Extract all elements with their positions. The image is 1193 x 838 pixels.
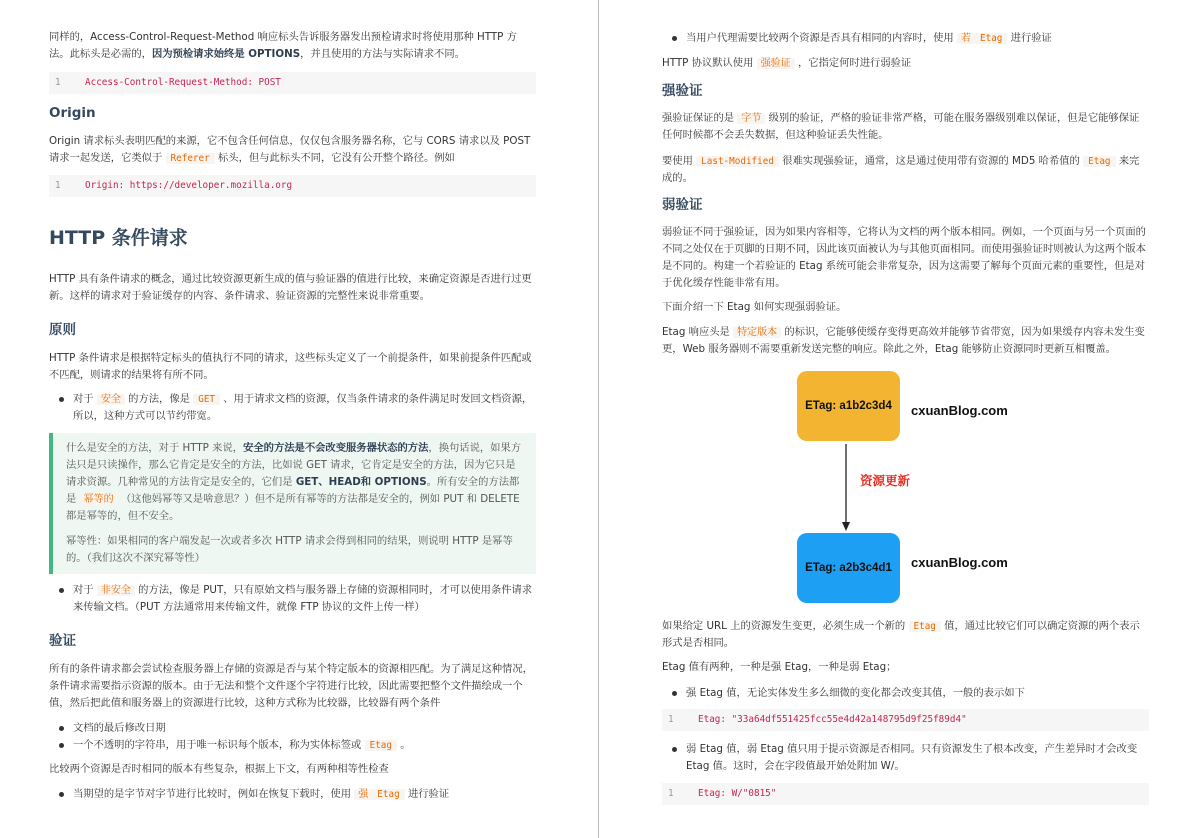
list-item: 当用户代理需要比较两个资源是否具有相同的内容时，使用 若 Etag 进行验证: [662, 30, 1149, 47]
tip-block: [49, 433, 536, 574]
code-text: Etag: "33a64df551425fcc55e4d42a148795d9f25f89d4": [698, 714, 967, 725]
next-paragraph: 下面介绍一下 Etag 如何实现强弱验证。: [662, 301, 847, 313]
code-text: Access-Control-Request-Method: POST: [85, 77, 281, 88]
tip-paragraph: 什么是安全的方法，对于 HTTP 来说，安全的方法是不会改变服务器状态的方法，换句话说，如果方法只是只读操作，那么它肯定是安全的方法，比如说 GET 请求，它肯定是安全的方法，因为它只是请求资源。几种常见的方法肯定是安全的，它们是 GET、HEAD和 OPTIONS。所有安全的方法都是 幂等的 （这他妈幂等又是啥意思？）但不是所有幂等的方法都是安全的，例如 PUT 和 DELETE 都是幂等的，但不安全。: [66, 442, 522, 522]
strong-paragraph: 强验证保证的是 字节 级别的验证，严格的验证非常严格，可能在服务器级别难以保证，但是它能够保证任何时候都不会丢失数据，但这种验证丢失性能。: [662, 112, 1140, 141]
code-block: [49, 72, 536, 94]
weak-etag-list: [662, 741, 1149, 775]
url-paragraph: 如果给定 URL 上的资源发生变更，必须生成一个新的 Etag 值，通过比较它们可以确定资源的两个表示形式是否相同。: [662, 620, 1140, 649]
principle-paragraph: HTTP 条件请求是根据特定标头的值执行不同的请求，这些标头定义了一个前提条件，如果前提条件匹配或不匹配，则请求的结果将有所不同。: [49, 352, 532, 381]
conditional-paragraph: HTTP 具有条件请求的概念，通过比较资源更新生成的值与验证器的值进行比较，来确定资源是否进行过更新。这样的请求对于验证缓存的内容、条件请求、验证资源的完整性来说非常重要。: [49, 273, 532, 302]
code-block: [662, 783, 1149, 805]
strong-etag-list: [662, 685, 1149, 702]
line-number: 1: [668, 714, 674, 725]
etag-new-label: ETag: a2b3c4d1: [805, 562, 892, 574]
line-number: 1: [55, 180, 61, 191]
arrow-label: 资源更新: [860, 473, 911, 488]
line-number: 1: [55, 77, 61, 88]
origin-paragraph: Origin 请求标头表明匹配的来源，它不包含任何信息，仅仅包含服务器名称，它与 CORS 请求以及 POST 请求一起发送，它类似于 Referer 标头，但与此标头不同，它没有公开整个路径。例如: [49, 135, 531, 164]
list-item: 对于 安全 的方法，像是 GET 、用于请求文档的资源，仅当条件请求的条件满足时发回文档资源，所以，这种方式可以节约带宽。: [49, 391, 536, 425]
list-item: 一个不透明的字符串，用于唯一标识每个版本，称为实体标签或 Etag 。: [49, 737, 536, 754]
heading-weak-validation: 弱验证: [662, 197, 703, 213]
site-label-bottom: cxuanBlog.com: [911, 555, 1008, 570]
list-item: 弱 Etag 值，弱 Etag 值只用于提示资源是否相同。只有资源发生了根本改变，产生差异时才会改变 Etag 值。这时，会在字段值最开始处附加 W/。: [662, 741, 1149, 775]
safe-method-list: [49, 391, 536, 425]
etag-paragraph: Etag 响应头是 特定版本 的标识，它能够使缓存变得更高效并能够节省带宽，因为如果缓存内容未发生变更，Web 服务器则不需要重新发送完整的响应。除此之外，Etag 能够防止资源同时更新互相覆盖。: [662, 326, 1145, 355]
heading-origin: Origin: [49, 105, 96, 121]
arrow-head: [842, 522, 850, 531]
last-modified-paragraph: 要使用 Last-Modified 很难实现强验证，通常，这是通过使用带有资源的 MD5 哈希值的 Etag 来完成的。: [662, 155, 1140, 184]
weak-paragraph: 弱验证不同于强验证，因为如果内容相等，它将认为文档的两个版本相同。例如，一个页面与另一个页面的不同之处仅在于页脚的日期不同，因此该页面被认为与其他页面相同。而使用强验证时则被认为这两个版本是不同的。构建一个若验证的 Etag 系统可能会非常复杂，因为这需要了解每个页面元素的重要性，但是对于优化缓存性能非常有用。: [662, 226, 1146, 289]
tip-idempotent-paragraph: 幂等性：如果相同的客户端发起一次或者多次 HTTP 请求会得到相同的结果，则说明 HTTP 是幂等的。（我们这次不深究幂等性）: [66, 535, 513, 564]
code-text: Etag: W/"0815": [698, 788, 777, 799]
etag-old-label: ETag: a1b2c3d4: [805, 400, 892, 412]
heading-principle: 原则: [49, 322, 76, 338]
list-item: 对于 非安全 的方法，像是 PUT，只有原始文档与服务器上存储的资源相同时，才可以使用条件请求来传输文档。（PUT 方法通常用来传输文件，就像 FTP 协议的文件上传一样）: [49, 582, 536, 616]
two-types-paragraph: Etag 值有两种，一种是强 Etag，一种是弱 Etag；: [662, 661, 897, 673]
intro-paragraph: 同样的，Access-Control-Request-Method 响应标头告诉服务器发出预检请求时将使用那种 HTTP 方法。此标头是必需的，因为预检请求始终是 OPTIONS，并且使用的方法与实际请求不同。: [49, 31, 517, 60]
weak-compare-list: [662, 30, 1149, 47]
site-label-top: cxuanBlog.com: [911, 403, 1008, 418]
code-block: [662, 709, 1149, 731]
list-item: 文档的最后修改日期: [49, 720, 536, 737]
compare-paragraph: 比较两个资源是否时相同的版本有些复杂，根据上下文，有两种相等性检查: [49, 763, 389, 775]
default-paragraph: HTTP 协议默认使用 强验证 ，它指定何时进行弱验证: [662, 57, 912, 69]
validator-list: [49, 720, 536, 754]
page-divider: [598, 0, 599, 838]
right-page: [600, 0, 1193, 838]
unsafe-method-list: [49, 582, 536, 616]
etag-new-box: [797, 533, 900, 603]
heading-conditional-requests: HTTP 条件请求: [49, 227, 188, 249]
compare-list: [49, 786, 536, 803]
code-block: [49, 175, 536, 197]
list-item: 当期望的是字节对字节进行比较时，例如在恢复下载时，使用 强 Etag 进行验证: [49, 786, 536, 803]
list-item: 强 Etag 值，无论实体发生多么细微的变化都会改变其值，一般的表示如下: [662, 685, 1149, 702]
verify-paragraph: 所有的条件请求都会尝试检查服务器上存储的资源是否与某个特定版本的资源相匹配。为了满足这种情况，条件请求需要指示资源的版本。由于无法和整个文件逐个字符进行比较，因此需要把整个文件描绘成一个值，然后把此值和服务器上的资源进行比较，这种方式称为比较器，比较器有两个条件: [49, 663, 533, 709]
code-text: Origin: https://developer.mozilla.org: [85, 180, 293, 191]
etag-diagram: [662, 360, 1149, 610]
heading-strong-validation: 强验证: [662, 83, 703, 99]
line-number: 1: [668, 788, 674, 799]
heading-verify: 验证: [49, 633, 76, 649]
